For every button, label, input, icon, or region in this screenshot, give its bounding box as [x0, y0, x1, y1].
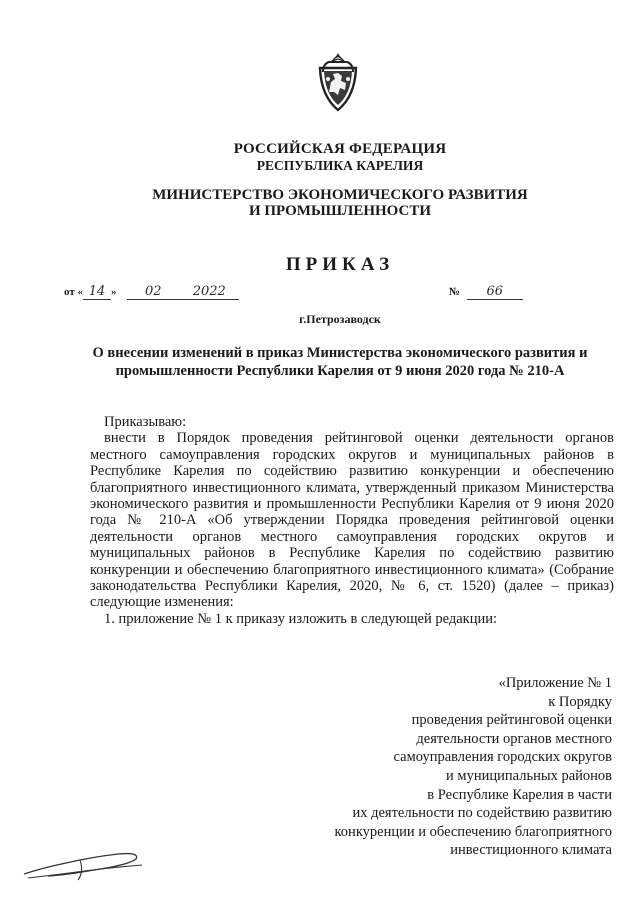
appendix-line: конкуренции и обеспечению благоприятного: [334, 823, 612, 840]
date-month: 02: [127, 284, 179, 300]
appendix-heading: [252, 674, 612, 860]
appendix-line: проведения рейтинговой оценки: [411, 712, 612, 729]
order-body: [90, 414, 614, 627]
karelia-coat-of-arms-icon: [317, 52, 359, 114]
ministry-heading-line1: МИНИСТЕРСТВО ЭКОНОМИЧЕСКОГО РАЗВИТИЯ: [152, 187, 528, 203]
order-number: [449, 284, 523, 300]
order-subject: О внесении изменений в приказ Министерства экономического развития и промышленности Республики Карелия от 9 июня 2020 года № 210-А: [92, 345, 588, 379]
handwritten-signature-icon: [22, 848, 147, 884]
ministry-heading-line2: И ПРОМЫШЛЕННОСТИ: [248, 203, 432, 219]
order-date: [64, 284, 239, 300]
country-heading: РОССИЙСКАЯ ФЕДЕРАЦИЯ: [233, 141, 447, 157]
appendix-line: деятельности органов местного: [416, 730, 612, 747]
date-prefix: от «: [64, 286, 84, 298]
date-day: 14: [83, 284, 111, 300]
document-type-title: ПРИКАЗ: [285, 254, 395, 275]
appendix-line: к Порядку: [548, 693, 612, 710]
body-paragraph: внести в Порядок проведения рейтинговой оценки деятельности органов местного самоуправления городских округов и муниципальных районов в Республике Карелия по содействию развитию конкуренции и обеспечению благоприятного инвестиционного климата, утвержденный приказом Министерства экономического развития и промышленности Республики Карелия от 9 июня 2020 года № 210-А «Об утверждении Порядка проведения рейтинговой оценки деятельности органов местного самоуправления городских округов и муниципальных районов в Республике Карелия по содействию развитию конкуренции и обеспечению благоприятного инвестиционного климата» (Собрание законодательства Республики Карелия, 2020, № 6, ст. 1520) (далее – приказ) следующие изменения:: [90, 430, 614, 611]
date-year: 2022: [179, 284, 239, 300]
appendix-line: и муниципальных районов: [446, 767, 612, 784]
number-label: №: [449, 286, 461, 298]
appendix-line: «Приложение № 1: [498, 675, 612, 691]
republic-heading: РЕСПУБЛИКА КАРЕЛИЯ: [256, 158, 424, 173]
appendix-line: самоуправления городских округов: [393, 749, 612, 766]
appendix-line: их деятельности по содействию развитию: [352, 805, 612, 822]
item-1: 1. приложение № 1 к приказу изложить в следующей редакции:: [104, 610, 498, 627]
date-mid: »: [111, 286, 117, 298]
number-value: 66: [467, 284, 523, 300]
opening-word: Приказываю:: [104, 414, 187, 430]
appendix-line: в Республике Карелия в части: [427, 786, 612, 803]
appendix-line: инвестиционного климата: [450, 842, 612, 859]
city: г.Петрозаводск: [299, 312, 381, 326]
